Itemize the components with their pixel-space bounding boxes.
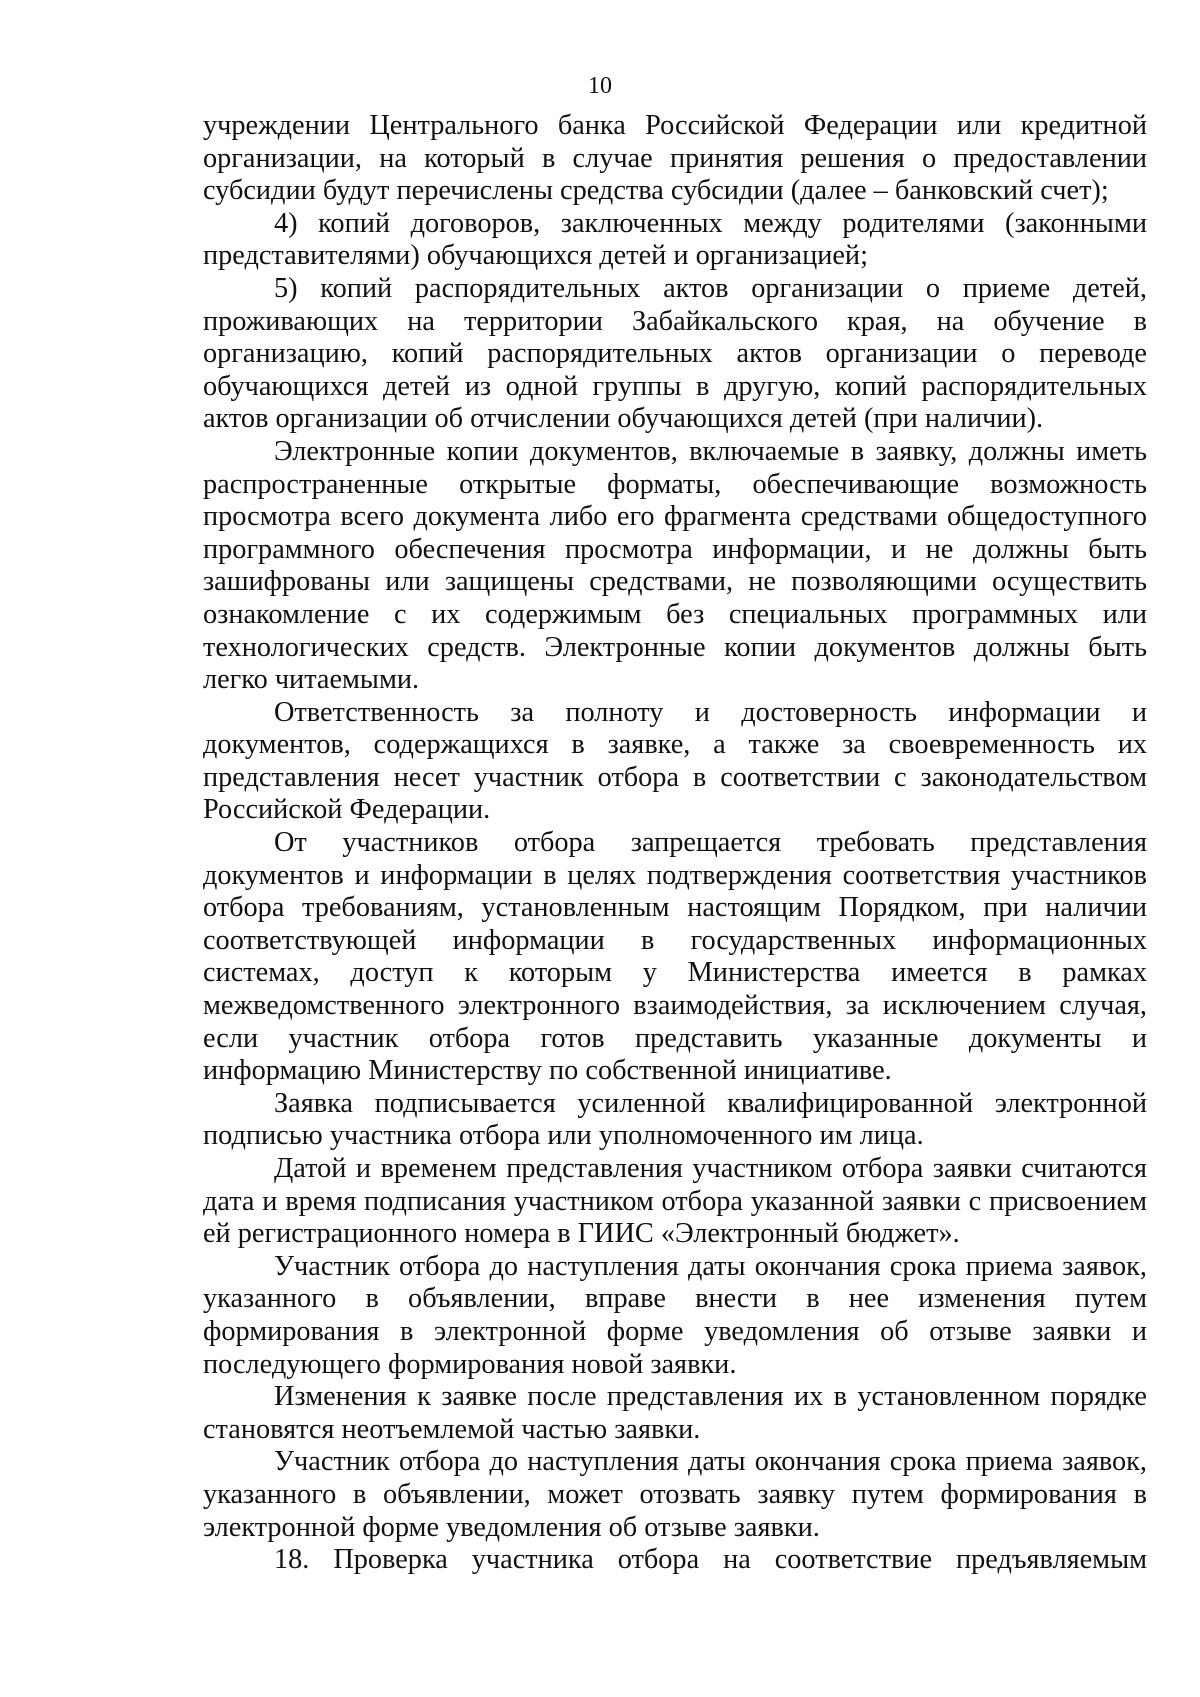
paragraph-changes-right: Участник отбора до наступления даты окончания срока приема заявок, указанного в объявлении, вправе внести в нее изменения путем формирования в электронной форме уведомления об отзыве заявки и последующего формирования новой заявки. xyxy=(203,1250,1147,1380)
paragraph-bank-account: учреждении Центрального банка Российской Федерации или кредитной организации, на который в случае принятия решения о предоставлении субсидии будут перечислены средства субсидии (далее – банковский счет); xyxy=(203,110,1147,207)
paragraph-electronic-copies: Электронные копии документов, включаемые в заявку, должны иметь распространенные открытые форматы, обеспечивающие возможность просмотра всего документа либо его фрагмента средствами общедоступного программного обеспечения просмотра информации, и не должны быть зашифрованы или защищены средствами, не позволяющими осуществить ознакомление с их содержимым без специальных программных или технологических средств. Электронные копии документов должны быть легко читаемыми. xyxy=(203,435,1147,696)
paragraph-withdrawal: Участник отбора до наступления даты окончания срока приема заявок, указанного в объявлении, может отозвать заявку путем формирования в электронной форме уведомления об отзыве заявки. xyxy=(203,1446,1147,1543)
paragraph-signature: Заявка подписывается усиленной квалифицированной электронной подписью участника отбора или уполномоченного им лица. xyxy=(203,1087,1147,1152)
document-body xyxy=(203,110,1147,1577)
paragraph-item-4: 4) копий договоров, заключенных между родителями (законными представителями) обучающихся детей и организацией; xyxy=(203,207,1147,272)
paragraph-changes-part: Изменения к заявке после представления их в установленном порядке становятся неотъемлемой частью заявки. xyxy=(203,1381,1147,1445)
paragraph-submission-date: Датой и временем представления участником отбора заявки считаются дата и время подписания участником отбора указанной заявки с присвоением ей регистрационного номера в ГИИС «Электронный бюджет». xyxy=(203,1153,1147,1250)
paragraph-responsibility: Ответственность за полноту и достоверность информации и документов, содержащихся в заявке, а также за своевременность их представления несет участник отбора в соответствии с законодательством Российской Федерации. xyxy=(203,696,1147,826)
paragraph-item-18: 18. Проверка участника отбора на соответствие предъявляемым xyxy=(274,1544,1147,1576)
paragraph-item-5: 5) копий распорядительных актов организации о приеме детей, проживающих на территории Забайкальского края, на обучение в организацию, копий распорядительных актов организации о переводе обучающихся детей из одной группы в другую, копий распорядительных актов организации об отчислении обучающихся детей (при наличии). xyxy=(203,272,1147,435)
paragraph-prohibition: От участников отбора запрещается требовать представления документов и информации в целях подтверждения соответствия участников отбора требованиям, установленным настоящим Порядком, при наличии соответствующей информации в государственных информационных системах, доступ к которым у Министерства имеется в рамках межведомственного электронного взаимодействия, за исключением случая, если участник отбора готов представить указанные документы и информацию Министерству по собственной инициативе. xyxy=(203,827,1147,1087)
page-number: 10 xyxy=(588,73,612,99)
